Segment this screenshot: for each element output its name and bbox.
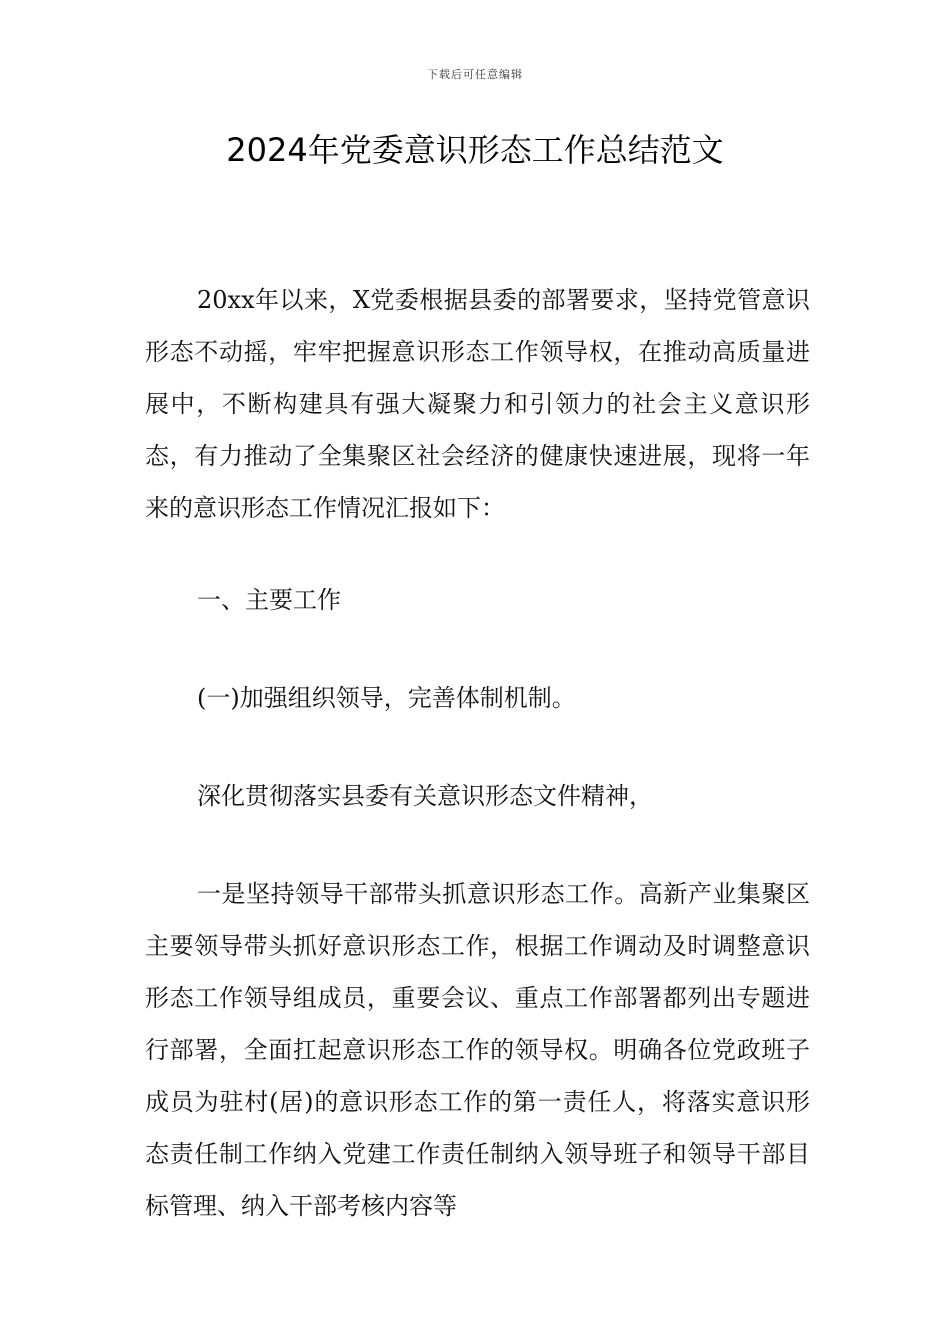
body-paragraph: 一是坚持领导干部带头抓意识形态工作。高新产业集聚区主要领导带头抓好意识形态工作，根据工作调动及时调整意识形态工作领导组成员，重要会议、重点工作部署都列出专题进行部署，全面扛起意识形态工作的领导权。明确各位党政班子成员为驻村(居)的意识形态工作的第一责任人，将落实意识形态责任制工作纳入党建工作责任制纳入领导班子和领导干部目标管理、纳入干部考核内容等 (145, 880, 810, 1220)
intro-paragraph: 20xx年以来，X党委根据县委的部署要求，坚持党管意识形态不动摇，牢牢把握意识形态工作领导权，在推动高质量进展中，不断构建具有强大凝聚力和引领力的社会主义意识形态，有力推动了全集聚区社会经济的健康快速进展，现将一年来的意识形态工作情况汇报如下： (145, 286, 810, 522)
header-note: 下载后可任意编辑 (427, 68, 523, 81)
section-heading: 一、主要工作 (197, 586, 341, 614)
document-title: 2024年党委意识形态工作总结范文 (226, 131, 724, 169)
subsection-heading: (一)加强组织领导，完善体制机制。 (197, 684, 576, 712)
body-paragraph: 深化贯彻落实县委有关意识形态文件精神， (197, 782, 653, 810)
